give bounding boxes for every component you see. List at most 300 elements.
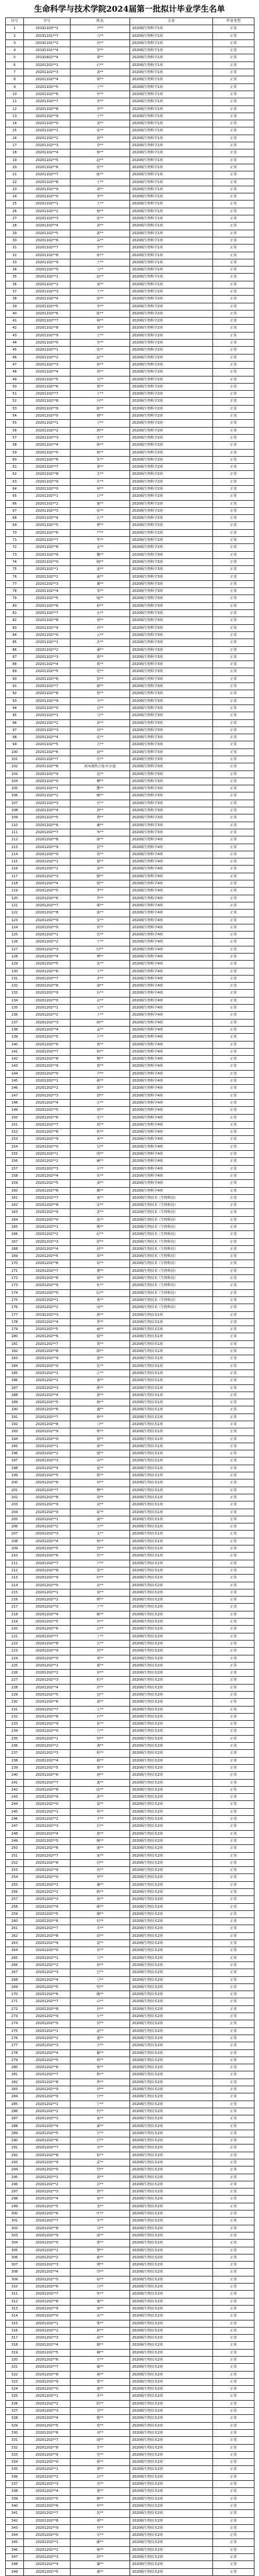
cell-name: 幸** [71,2218,130,2225]
table-header-row [6,18,254,25]
cell-index: 58 [6,442,24,449]
cell-major: 2020级生物技术2班 [130,2451,213,2458]
cell-graduation-type: 正常 [213,1143,254,1150]
cell-major: 2020级生物技术2班 [130,1808,213,1815]
cell-major: 2020级生物技术2班 [130,2298,213,2305]
cell-major: 2020级生物科学2班 [130,464,213,471]
cell-index: 276 [6,2035,24,2042]
cell-student-id: 20201102**5 [24,522,71,529]
cell-major: 2020级生物科学3班 [130,814,213,822]
table-row [6,668,254,675]
table-row [6,800,254,807]
cell-index: 40 [6,310,24,317]
table-row [6,1348,254,1355]
table-row [6,2408,254,2415]
cell-index: 275 [6,2027,24,2035]
cell-index: 38 [6,296,24,303]
cell-index: 43 [6,332,24,339]
cell-graduation-type: 正常 [213,2517,254,2524]
cell-graduation-type: 正常 [213,127,254,135]
cell-name: 安** [71,917,130,924]
cell-major: 2020级生物科学4班 [130,895,213,902]
cell-name: 任** [71,756,130,763]
cell-graduation-type: 正常 [213,1107,254,1114]
cell-major: 2020级生物技术1班 [130,1457,213,1465]
cell-graduation-type: 正常 [213,829,254,836]
cell-index: 5 [6,54,24,61]
cell-name: 酆** [71,785,130,792]
cell-name: 霍** [71,1509,130,1516]
cell-graduation-type: 正常 [213,741,254,748]
cell-major: 2020级生物科学4班 [130,997,213,1004]
cell-major: 2020级生物技术2班 [130,2305,213,2312]
cell-index: 322 [6,2371,24,2378]
cell-graduation-type: 正常 [213,120,254,127]
cell-major: 2020级生物技术2班 [130,1998,213,2005]
cell-name: 洪** [71,1684,130,1691]
table-row [6,873,254,880]
table-row [6,1684,254,1691]
cell-major: 2020级生物科学4班 [130,946,213,953]
cell-major: 2020级生物科学2班 [130,507,213,514]
table-row [6,1202,254,1209]
cell-index: 108 [6,807,24,814]
cell-major: 2020级生物技术2班 [130,1750,213,1757]
cell-graduation-type: 正常 [213,990,254,997]
cell-index: 282 [6,2079,24,2086]
cell-graduation-type: 正常 [213,2145,254,2152]
cell-index: 296 [6,2181,24,2188]
cell-graduation-type: 正常 [213,1640,254,1647]
cell-major: 2020级生物科学4班 [130,1041,213,1048]
cell-graduation-type: 正常 [213,2108,254,2115]
table-row [6,456,254,463]
cell-major: 2020级生物科学3班 [130,822,213,829]
cell-index: 123 [6,917,24,924]
cell-student-id: 20201102**2 [24,500,71,507]
cell-index: 17 [6,142,24,149]
cell-graduation-type: 正常 [213,1041,254,1048]
cell-graduation-type: 正常 [213,332,254,339]
cell-graduation-type: 正常 [213,2502,254,2509]
cell-student-id: 20201202**4 [24,2123,71,2130]
table-row [6,420,254,427]
cell-name: 季** [71,1318,130,1326]
cell-index: 339 [6,2495,24,2502]
cell-major: 2020级生物技术1班 [130,1479,213,1487]
cell-name: 班** [71,2057,130,2064]
cell-major: 2020级生物科学2班 [130,413,213,420]
cell-major: 2020级生物技术1班 [130,1553,213,1560]
cell-name: 胡** [71,1494,130,1501]
cell-name: 劳** [71,2481,130,2488]
cell-major: 2020级生物科学3班 [130,770,213,778]
table-row [6,47,254,54]
cell-major: 2020级生物科学1班 [130,149,213,157]
cell-major: 2020级生物技术1班 [130,1538,213,1545]
cell-name: 应** [71,1619,130,1626]
cell-major: 2020级生物科学3班 [130,566,213,573]
cell-index: 14 [6,120,24,127]
cell-major: 2020级生物科学2班 [130,391,213,398]
table-row [6,1399,254,1406]
cell-major: 2020级生物技术2班 [130,1721,213,1728]
cell-student-id: 20201202**9 [24,917,71,924]
cell-name: 仇** [71,2108,130,2115]
cell-name: 薄** [71,2262,130,2269]
table-row [6,230,254,237]
cell-graduation-type: 正常 [213,902,254,909]
cell-major: 2020级生物技术2班 [130,1932,213,1939]
cell-major: 2020级生物科学3班 [130,756,213,763]
table-row [6,1757,254,1764]
cell-student-id: 20201202**8 [24,2152,71,2159]
cell-major: 2020级生物技术（生物科技） [130,1194,213,1201]
cell-graduation-type: 正常 [213,69,254,76]
cell-graduation-type: 正常 [213,1619,254,1626]
cell-major: 2020级生物技术1班 [130,1487,213,1494]
cell-name: 娄** [71,1355,130,1362]
cell-index: 71 [6,537,24,544]
table-row [6,2524,254,2531]
cell-graduation-type: 正常 [213,983,254,990]
cell-name: 郁** [71,1662,130,1669]
table-row [6,2189,254,2196]
cell-student-id: 20201102**7 [24,98,71,105]
table-row [6,1961,254,1969]
cell-major: 2020级生物技术2班 [130,1947,213,1954]
cell-name: 屈** [71,1245,130,1252]
table-row [6,208,254,215]
cell-major: 2020级生物科学4班 [130,1085,213,1092]
cell-index: 147 [6,1092,24,1099]
cell-student-id: 20201202**1 [24,1005,71,1012]
cell-student-id: 20201202**7 [24,2437,71,2444]
cell-student-id: 20201202**5 [24,1910,71,1917]
cell-index: 203 [6,1501,24,1509]
cell-name: 林** [71,1414,130,1421]
cell-major: 2020级生物科学2班 [130,544,213,551]
table-row [6,1713,254,1720]
table-row [6,573,254,580]
table-row [6,1859,254,1866]
cell-student-id: 20201202**3 [24,1896,71,1903]
cell-index: 26 [6,208,24,215]
cell-major: 2020级生物技术（生物科技） [130,1304,213,1311]
cell-student-id: 20201202**6 [24,1260,71,1267]
cell-graduation-type: 正常 [213,924,254,931]
cell-major: 2020级生物科学4班 [130,1172,213,1179]
cell-student-id: 20201202**5 [24,1691,71,1698]
cell-index: 63 [6,478,24,485]
cell-graduation-type: 正常 [213,1406,254,1414]
cell-name: 萧** [71,1063,130,1070]
cell-student-id: 20201202**5 [24,2057,71,2064]
cell-graduation-type: 正常 [213,873,254,880]
cell-graduation-type: 正常 [213,2524,254,2531]
cell-index: 135 [6,1005,24,1012]
cell-index: 32 [6,252,24,259]
cell-student-id: 20201202**7 [24,902,71,909]
cell-major: 2020级生物科学1班 [130,76,213,83]
cell-student-id: 20201202**4 [24,1830,71,1837]
cell-name: 邴** [71,1903,130,1910]
cell-student-id: 20201102**2 [24,792,71,800]
cell-index: 255 [6,1881,24,1888]
cell-student-id: 20201202**7 [24,1487,71,1494]
cell-student-id: 20201202**2 [24,2035,71,2042]
cell-name: 堵** [71,2517,130,2524]
cell-student-id: 20191101**7 [24,32,71,39]
cell-index: 293 [6,2159,24,2166]
cell-graduation-type: 正常 [213,303,254,310]
cell-major: 2020级生物技术2班 [130,1597,213,1604]
cell-graduation-type: 正常 [213,1531,254,1538]
cell-graduation-type: 正常 [213,1859,254,1866]
cell-name: 常** [71,924,130,931]
table-row [6,1670,254,1677]
cell-major: 2020级生物科学4班 [130,954,213,961]
cell-name: 蔡** [71,1472,130,1479]
cell-major: 2020级生物技术2班 [130,2444,213,2451]
cell-name: 郗** [71,2049,130,2057]
cell-graduation-type: 正常 [213,1260,254,1267]
cell-major: 2020级生物科学1班 [130,208,213,215]
table-row [6,2064,254,2071]
cell-major: 2020级生物科学4班 [130,1165,213,1172]
cell-name: 卞** [71,968,130,975]
table-row [6,2488,254,2495]
cell-index: 25 [6,201,24,208]
table-row [6,954,254,961]
cell-name: 毕** [71,895,130,902]
cell-graduation-type: 正常 [213,354,254,361]
cell-student-id: 20201202**2 [24,1670,71,1677]
cell-major: 2020级生物科学1班 [130,259,213,266]
table-row [6,1282,254,1289]
cell-index: 338 [6,2488,24,2495]
cell-index: 93 [6,697,24,704]
cell-student-id: 20201202**8 [24,1348,71,1355]
cell-student-id: 20201102**1 [24,127,71,135]
cell-name: 傅** [71,954,130,961]
cell-student-id: 20201202**9 [24,1136,71,1143]
table-row [6,2049,254,2057]
cell-name: 禹** [71,1121,130,1128]
cell-major: 2020级生物技术1班 [130,1567,213,1574]
cell-major: 2020级生物技术2班 [130,2371,213,2378]
cell-graduation-type: 正常 [213,748,254,756]
cell-major: 2020级生物科学4班 [130,1129,213,1136]
table-row [6,807,254,814]
cell-name: 宗** [71,1626,130,1633]
table-row [6,975,254,982]
cell-name: 荀** [71,1808,130,1815]
cell-name: 李** [71,245,130,252]
cell-major: 2020级生物技术2班 [130,2232,213,2239]
table-row [6,1421,254,1428]
cell-name: 潘** [71,646,130,653]
cell-major: 2020级生物科学2班 [130,361,213,368]
cell-major: 2020级生物技术2班 [130,1896,213,1903]
cell-graduation-type: 正常 [213,639,254,646]
cell-name: 邓** [71,1655,130,1662]
cell-name: 卫** [71,420,130,427]
cell-name: 蒙** [71,2378,130,2385]
cell-graduation-type: 正常 [213,478,254,485]
cell-name: 云** [71,631,130,639]
cell-graduation-type: 正常 [213,1318,254,1326]
table-row [6,120,254,127]
cell-graduation-type: 正常 [213,1983,254,1991]
cell-index: 24 [6,193,24,201]
cell-graduation-type: 正常 [213,2005,254,2013]
cell-major: 2020级生物技术2班 [130,2481,213,2488]
cell-graduation-type: 正常 [213,164,254,171]
cell-index: 19 [6,157,24,164]
cell-name: 惠** [71,1830,130,1837]
cell-major: 2020级生物技术2班 [130,2568,213,2575]
cell-name: 盛** [71,1406,130,1414]
cell-student-id: 20201102**6 [24,237,71,244]
cell-major: 2020级生物科学3班 [130,610,213,617]
cell-name: 王** [71,201,130,208]
cell-graduation-type: 正常 [213,1874,254,1881]
cell-major: 2020级生物技术2班 [130,1794,213,1801]
cell-student-id: 20201102**6 [24,822,71,829]
cell-graduation-type: 正常 [213,2254,254,2261]
cell-name: 翁** [71,1801,130,1808]
cell-index: 60 [6,456,24,463]
cell-index: 140 [6,1041,24,1048]
cell-index: 269 [6,1983,24,1991]
cell-major: 2020级生物科学3班 [130,807,213,814]
cell-graduation-type: 正常 [213,1377,254,1384]
cell-student-id: 20201102**9 [24,332,71,339]
cell-name: 乐** [71,932,130,939]
cell-graduation-type: 正常 [213,2247,254,2254]
cell-index: 226 [6,1670,24,1677]
cell-graduation-type: 正常 [213,1414,254,1421]
cell-graduation-type: 正常 [213,2546,254,2553]
table-row [6,2210,254,2218]
table-row [6,135,254,142]
cell-name: 危** [71,1362,130,1370]
cell-graduation-type: 正常 [213,2057,254,2064]
table-row [6,712,254,719]
table-row [6,2481,254,2488]
cell-graduation-type: 正常 [213,1172,254,1179]
table-row [6,2196,254,2203]
cell-major: 2020级生物科学4班 [130,880,213,888]
cell-student-id: 20201202**8 [24,1494,71,1501]
cell-name: 方** [71,741,130,748]
cell-student-id: 20201102**4 [24,734,71,741]
cell-major: 2020级生物技术2班 [130,1954,213,1961]
cell-major: 2020级生物科学4班 [130,858,213,866]
cell-major: 2020级生物科学2班 [130,325,213,332]
cell-student-id: 20201102**1 [24,420,71,427]
cell-major: 2020级生物科学4班 [130,990,213,997]
cell-student-id: 20201202**2 [24,1523,71,1531]
cell-major: 2020级生物技术1班 [130,1311,213,1318]
table-row [6,1180,254,1187]
cell-name: 喻** [71,595,130,602]
cell-graduation-type: 正常 [213,1370,254,1377]
cell-graduation-type: 正常 [213,1355,254,1362]
cell-graduation-type: 正常 [213,1655,254,1662]
cell-name: 山** [71,1998,130,2005]
cell-student-id: 20201202**4 [24,954,71,961]
cell-major: 2020级生物技术2班 [130,2473,213,2480]
cell-graduation-type: 正常 [213,223,254,230]
cell-name: 王** [71,179,130,186]
cell-major: 2020级生物科学4班 [130,1107,213,1114]
cell-student-id: 20201202**2 [24,2400,71,2407]
cell-name: 曲** [71,1845,130,1852]
table-row [6,2225,254,2232]
cell-graduation-type: 正常 [213,1472,254,1479]
table-row [6,2298,254,2305]
table-row [6,2568,254,2575]
cell-major: 2020级生物技术2班 [130,1925,213,1932]
cell-name: 雍** [71,2546,130,2553]
cell-graduation-type: 正常 [213,281,254,288]
cell-graduation-type: 正常 [213,551,254,558]
table-row [6,1604,254,1611]
cell-graduation-type: 正常 [213,1289,254,1296]
cell-student-id: 20201102**6 [24,675,71,682]
cell-index: 343 [6,2524,24,2531]
cell-index: 57 [6,434,24,441]
cell-major: 2020级生物技术2班 [130,2291,213,2298]
cell-major: 2020级生物技术1班 [130,1348,213,1355]
cell-major: 2020级生物技术2班 [130,2393,213,2400]
cell-graduation-type: 正常 [213,1238,254,1245]
cell-major: 2020级生物技术2班 [130,2546,213,2553]
cell-student-id: 20201202**8 [24,910,71,917]
table-row [6,537,254,544]
cell-index: 155 [6,1151,24,1158]
cell-name: 郎** [71,683,130,690]
cell-student-id: 20201202**5 [24,961,71,968]
cell-graduation-type: 正常 [213,1691,254,1698]
cell-graduation-type: 正常 [213,208,254,215]
table-row [6,1450,254,1457]
cell-student-id: 20201202**6 [24,1406,71,1414]
cell-index: 49 [6,376,24,383]
cell-name: 翟** [71,2459,130,2466]
table-row [6,1092,254,1099]
table-row [6,1238,254,1245]
cell-index: 166 [6,1231,24,1238]
table-row [6,2159,254,2166]
table-row [6,646,254,653]
cell-major: 2020级生物科学3班 [130,573,213,580]
table-row [6,2262,254,2269]
cell-major: 2020级生物科学1班 [130,105,213,113]
cell-name: 松** [71,1918,130,1925]
cell-student-id: 20201202**0 [24,1874,71,1881]
cell-graduation-type: 正常 [213,1063,254,1070]
cell-graduation-type: 正常 [213,1896,254,1903]
cell-name: 熊** [71,1223,130,1230]
cell-graduation-type: 正常 [213,1764,254,1771]
cell-graduation-type: 正常 [213,274,254,281]
cell-index: 190 [6,1406,24,1414]
cell-index: 137 [6,1019,24,1026]
cell-name: 顾** [71,1019,130,1026]
